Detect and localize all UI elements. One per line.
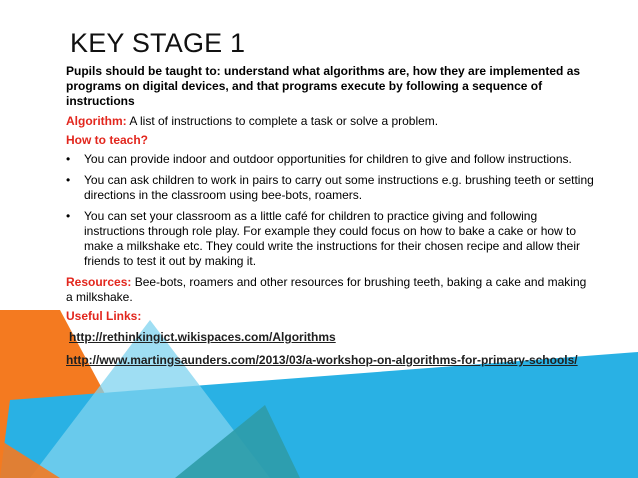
resources-text: Bee-bots, roamers and other resources for brushing teeth, baking a cake and making a milkshake. — [66, 275, 587, 304]
resources-label: Resources: — [66, 275, 132, 289]
intro-text: Pupils should be taught to: understand what algorithms are, how they are implemented as programs on digital devices, and that programs execute by following a sequence of instructions — [66, 64, 581, 108]
list-item-text: You can ask children to work in pairs to carry out some instructions e.g. brushing teeth or setting directions in the classroom using bee-bots, roamers. — [84, 173, 594, 202]
bullet-icon: • — [66, 173, 71, 187]
list-item-text: You can set your classroom as a little café for children to practice giving and following instructions through role play. For example they could focus on how to bake a cake or how to make a milkshake etc. They could write the instructions for their chosen recipe and allow their friends to test it out by making it. — [84, 209, 581, 268]
how-to-teach-heading: How to teach? — [66, 133, 149, 147]
list-item-text: You can provide indoor and outdoor opportunities for children to give and follow instructions. — [84, 152, 572, 166]
algorithm-label: Algorithm: — [66, 114, 127, 128]
bullet-icon: • — [66, 209, 71, 223]
slide-body — [66, 64, 596, 368]
bullet-icon: • — [66, 152, 71, 166]
list-item — [66, 173, 596, 203]
link-martingsaunders[interactable]: http://www.martingsaunders.com/2013/03/a-workshop-on-algorithms-for-primary-schools/ — [66, 353, 578, 367]
useful-links-heading: Useful Links: — [66, 309, 142, 323]
list-item — [66, 152, 596, 167]
algorithm-definition — [66, 114, 596, 129]
list-item — [66, 209, 596, 269]
slide-title: KEY STAGE 1 — [70, 28, 246, 58]
link-rethinkingict[interactable]: http://rethinkingict.wikispaces.com/Algorithms — [69, 330, 336, 344]
algorithm-text: A list of instructions to complete a task or solve a problem. — [126, 114, 439, 128]
resources-paragraph — [66, 275, 596, 305]
teaching-list — [66, 152, 596, 269]
